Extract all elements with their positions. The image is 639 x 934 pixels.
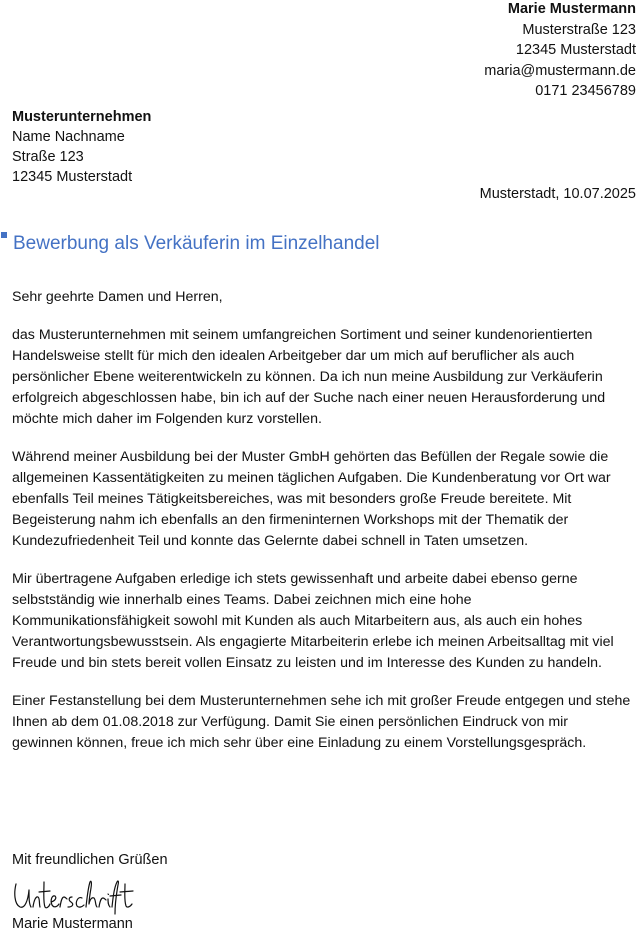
sender-street: Musterstraße 123: [522, 21, 636, 38]
letter-body: [12, 287, 632, 771]
sender-name: Marie Mustermann: [507, 1, 636, 17]
paragraph-skills: Mir übertragene Aufgaben erledige ich stets gewissenhaft und arbeite dabei ebenso gerne selbstständig wie innerhalb eines Teams. Dabei zeichnen mich eine hohe Kommunikationsfähigkeit sowohl mit Kunden als auch Mitarbeitern aus, als auch ein hohes Verantwortungsbewusstsein. Als engagierte Mitarbeiterin erlebe ich meinen Arbeitsalltag mit viel Freude und bin stets bereit vollen Einsatz zu leisten und im Interesse des Kunden zu handeln.: [12, 571, 614, 671]
closing-phrase: Mit freundlichen Grüßen: [12, 852, 168, 868]
letter-subject: Bewerbung als Verkäuferin im Einzelhandel: [13, 233, 380, 254]
signer-name: Marie Mustermann: [12, 916, 133, 932]
paragraph-availability: Einer Festanstellung bei dem Musterunternehmen sehe ich mit großer Freude entgegen und stehe Ihnen ab dem 01.08.2018 zur Verfügung. Damit Sie einen persönlichen Eindruck von mir gewinnen können, freue ich mich sehr über eine Einladung zu einem Vorstellungsgespräch.: [12, 693, 631, 751]
sender-email: maria@mustermann.de: [484, 62, 636, 79]
recipient-contact: Name Nachname: [12, 129, 125, 145]
recipient-address-block: [12, 107, 151, 187]
paragraph-intro: das Musterunternehmen mit seinem umfangreichen Sortiment und seiner kundenorientierten Handelsweise stellt für mich den idealen Arbeitgeber dar um mich auf beruflicher als auch persönlicher Ebene weiterentwickeln zu können. Da ich nun meine Ausbildung zur Verkäuferin erfolgreich abgeschlossen habe, bin ich auf der Suche nach einer neuen Herausforderung und möchte mich daher im Folgenden kurz vorstellen.: [12, 327, 606, 427]
handwritten-signature: [12, 874, 137, 916]
sender-phone: 0171 23456789: [535, 83, 636, 99]
recipient-company: Musterunternehmen: [12, 109, 152, 125]
recipient-street: Straße 123: [12, 149, 84, 165]
paragraph-training: Während meiner Ausbildung bei der Muster GmbH gehörten das Befüllen der Regale sowie die allgemeinen Kassentätigkeiten zu meinen täglichen Aufgaben. Die Kundenberatung vor Ort war ebenfalls Teil meines Tätigkeitsbereiches, was mit besonders große Freude bereitete. Mit Begeisterung nahm ich ebenfalls an den firmeninternen Workshops mit der Thematik der Kundezufriedenheit Teil und konnte das Gelernte dabei schnell in Taten umsetzen.: [12, 449, 611, 549]
salutation: Sehr geehrte Damen und Herren,: [12, 289, 223, 305]
letter-date: Musterstadt, 10.07.2025: [479, 186, 636, 202]
sender-city: 12345 Musterstadt: [515, 42, 636, 58]
recipient-city: 12345 Musterstadt: [12, 169, 133, 185]
sender-address-block: [484, 0, 636, 102]
subject-marker: [1, 232, 7, 238]
